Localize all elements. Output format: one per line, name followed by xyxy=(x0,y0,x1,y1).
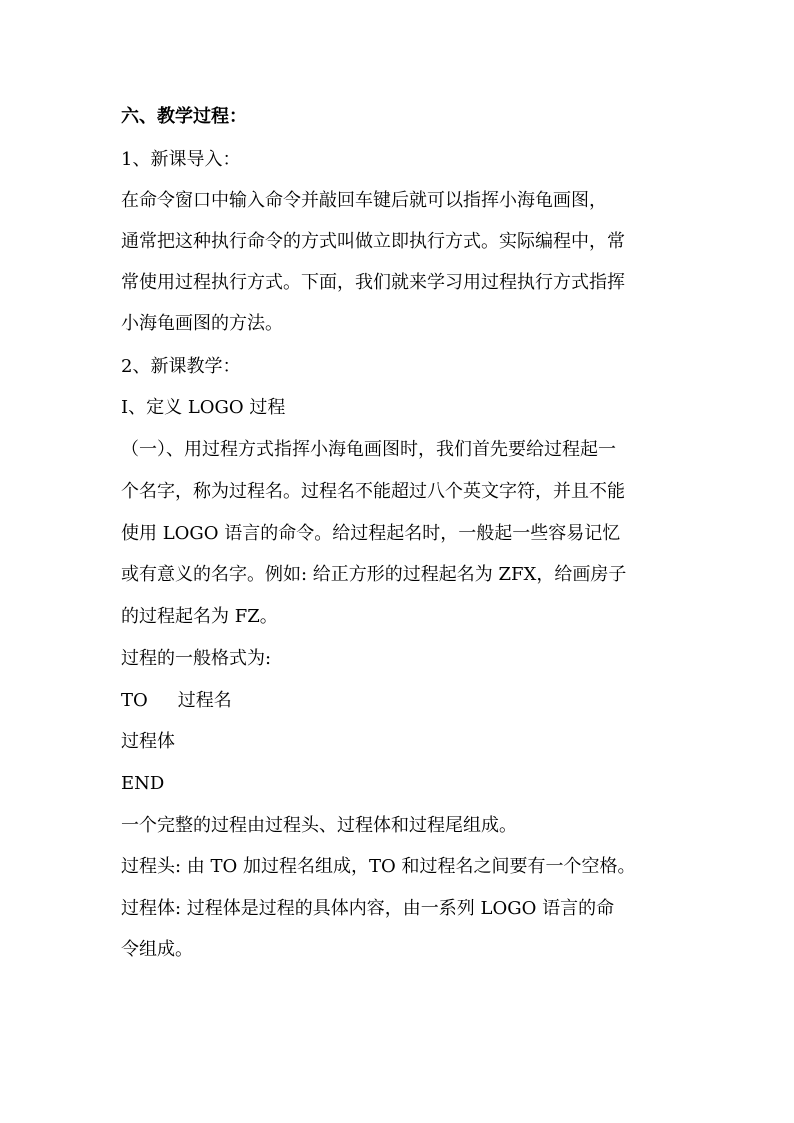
format-to-line xyxy=(121,689,681,713)
subsection-title-teaching: 2、新课教学： xyxy=(121,356,241,377)
composition-line: 一个完整的过程由过程头、过程体和过程尾组成。 xyxy=(121,815,517,836)
format-to-keyword: TO xyxy=(121,690,148,711)
paragraph-line: 个名字，称为过程名。过程名不能超过八个英文字符，并且不能 xyxy=(121,481,625,502)
paragraph-line: （一）、用过程方式指挥小海龟画图时，我们首先要给过程起一 xyxy=(121,439,616,460)
paragraph-line: 通常把这种执行命令的方式叫做立即执行方式。实际编程中，常 xyxy=(121,231,625,252)
format-end-line: END xyxy=(121,773,165,794)
body-definition-line: 过程体: 过程体是过程的具体内容，由一系列 LOGO 语言的命 xyxy=(121,898,615,919)
head-definition-line: 过程头: 由 TO 加过程名组成，TO 和过程名之间要有一个空格。 xyxy=(121,856,636,877)
paragraph-line: 或有意义的名字。例如: 给正方形的过程起名为 ZFX，给画房子 xyxy=(121,564,627,585)
paragraph-line: 小海龟画图的方法。 xyxy=(121,313,283,334)
paragraph-line: 的过程起名为 FZ。 xyxy=(121,606,278,627)
subsection-title-intro: 1、新课导入： xyxy=(121,149,241,170)
section-heading: 六、教学过程： xyxy=(121,106,247,127)
paragraph-line: 在命令窗口中输入命令并敲回车键后就可以指挥小海龟画图， xyxy=(121,190,607,211)
paragraph-line: 使用 LOGO 语言的命令。给过程起名时，一般起一些容易记忆 xyxy=(121,523,621,544)
format-intro: 过程的一般格式为: xyxy=(121,648,272,669)
body-definition-line: 令组成。 xyxy=(121,939,193,960)
format-body-line: 过程体 xyxy=(121,731,175,752)
subheading-define-logo: Ⅰ、定义 LOGO 过程 xyxy=(121,397,286,418)
format-procedure-name: 过程名 xyxy=(177,690,232,711)
paragraph-line: 常使用过程执行方式。下面，我们就来学习用过程执行方式指挥 xyxy=(121,272,625,293)
